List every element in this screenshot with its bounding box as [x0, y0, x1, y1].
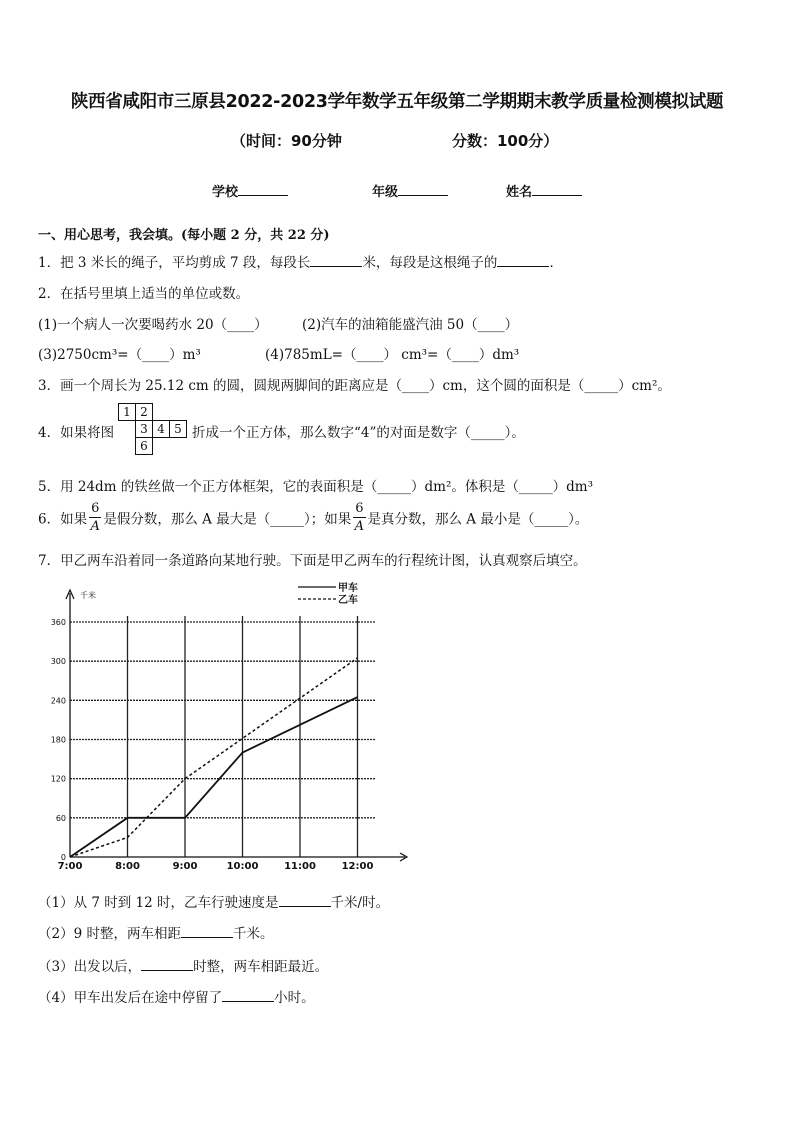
y-tick-label-300: 300 — [50, 657, 66, 667]
school-blank[interactable] — [238, 183, 288, 196]
grade-field — [372, 181, 448, 200]
q6-fraction-1 — [89, 502, 101, 533]
net-cell-4: 4 — [152, 420, 170, 438]
q6-text-c: 是真分数，那么 A 最小是（_____）。 — [367, 511, 589, 528]
net-cell-1: 1 — [118, 403, 136, 421]
chart-axes — [66, 590, 407, 861]
q1-text-c: ． — [549, 255, 563, 271]
name-label: 姓名 — [506, 185, 533, 200]
q6-frac2-den: A — [354, 519, 365, 534]
q7-sub-4 — [38, 986, 315, 1006]
q7-s4-blank[interactable] — [222, 989, 274, 1002]
school-field — [212, 181, 288, 200]
q7-s3-text-b: 时整，两车相距最近。 — [193, 959, 329, 975]
question-1 — [38, 251, 563, 271]
grade-blank[interactable] — [398, 183, 448, 196]
q7-s2-text-a: （2）9 时整，两车相距 — [38, 926, 181, 942]
q7-s1-blank[interactable] — [279, 894, 331, 907]
question-7-stem: 7．甲乙两车沿着同一条道路向某地行驶。下面是甲乙两车的行程统计图，认真观察后填空。 — [38, 553, 587, 569]
page-title: 陕西省咸阳市三原县2022-2023学年数学五年级第二学期期末教学质量检测模拟试题 — [70, 92, 724, 112]
x-tick-label-9:00: 9:00 — [172, 861, 198, 872]
section-1-title: 一、用心思考，我会填。(每小题 2 分，共 22 分) — [38, 228, 330, 243]
net-cell-5: 5 — [169, 420, 187, 438]
q6-fraction-2 — [353, 502, 365, 533]
y-tick-label-60: 60 — [55, 813, 66, 823]
legend-label-jia: 甲车 — [338, 583, 358, 594]
y-tick-label-360: 360 — [50, 618, 66, 627]
travel-chart — [0, 575, 430, 880]
q6-frac1-num: 6 — [91, 501, 100, 516]
question-5: 5．用 24dm 的铁丝做一个正方体框架，它的表面积是（_____）dm²。体积是（_____）dm³ — [38, 479, 594, 495]
q1-blank-1[interactable] — [310, 254, 362, 267]
q6-text-b: 是假分数，那么 A 最大是（_____）；如果 — [103, 511, 352, 528]
y-tick-label-120: 120 — [50, 774, 66, 784]
series-line-jia — [70, 697, 358, 857]
question-6 — [38, 502, 588, 533]
y-axis-label: 千米 — [80, 591, 96, 600]
question-3: 3．画一个周长为 25.12 cm 的圆，圆规两脚间的距离应是（____）cm，这个圆的面积是（_____）cm²。 — [38, 378, 671, 394]
y-tick-label-180: 180 — [50, 735, 66, 745]
y-tick-label-0: 0 — [60, 853, 66, 862]
net-cell-3: 3 — [135, 420, 153, 438]
school-label: 学校 — [212, 185, 239, 200]
q7-s3-blank[interactable] — [141, 958, 193, 971]
chart-labels — [51, 590, 374, 872]
q1-blank-2[interactable] — [497, 254, 549, 267]
q6-text-a: 6．如果 — [38, 511, 88, 528]
exam-score: 分数：100分） — [452, 132, 559, 150]
q7-s4-text-a: （4）甲车出发后在途中停留了 — [38, 990, 223, 1006]
q6-frac2-num: 6 — [355, 501, 364, 516]
question-4-text-b: 折成一个正方体，那么数字“4”的对面是数字（_____）。 — [192, 425, 525, 441]
net-cell-6: 6 — [135, 437, 153, 455]
question-2-stem: 2．在括号里填上适当的单位或数。 — [38, 286, 250, 302]
q1-text-b: 米，每段是这根绳子的 — [362, 255, 498, 271]
question-2-item-3: (3)2750cm³=（____）m³ — [38, 347, 201, 363]
question-2-item-1: (1)一个病人一次要喝药水 20（____） — [38, 317, 268, 333]
q7-s2-blank[interactable] — [181, 925, 233, 938]
q7-s1-text-a: （1）从 7 时到 12 时，乙车行驶速度是 — [38, 895, 279, 911]
cube-net — [118, 403, 190, 457]
question-2-item-4: (4)785mL=（____） cm³=（____）dm³ — [265, 347, 520, 363]
q1-text-a: 1．把 3 米长的绳子，平均剪成 7 段，每段长 — [38, 255, 311, 271]
x-tick-label-8:00: 8:00 — [115, 861, 140, 872]
chart-series — [70, 658, 358, 857]
q7-sub-3 — [38, 955, 328, 975]
x-tick-label-7:00: 7:00 — [57, 861, 83, 872]
x-tick-label-12:00: 12:00 — [341, 861, 374, 872]
name-field — [506, 181, 582, 200]
name-blank[interactable] — [532, 183, 582, 196]
q7-s1-text-b: 千米/时。 — [330, 895, 390, 911]
q6-frac1-den: A — [90, 519, 100, 534]
q7-sub-2 — [38, 922, 273, 942]
question-4-text-a: 4．如果将图 — [38, 425, 115, 441]
q7-s2-text-b: 千米。 — [232, 926, 274, 942]
x-tick-label-11:00: 11:00 — [284, 861, 316, 872]
y-tick-label-240: 240 — [50, 696, 66, 706]
q7-sub-1 — [38, 891, 389, 911]
q7-s4-text-b: 小时。 — [274, 990, 315, 1006]
legend-label-yi: 乙车 — [338, 595, 358, 606]
exam-time: （时间：90分钟 — [231, 132, 342, 150]
chart-legend — [298, 581, 358, 606]
question-2-item-2: (2)汽车的油箱能盛汽油 50（____） — [302, 317, 519, 333]
grade-label: 年级 — [372, 185, 399, 200]
x-tick-label-10:00: 10:00 — [226, 861, 259, 872]
chart-grid — [70, 616, 375, 857]
q7-s3-text-a: （3）出发以后， — [38, 959, 142, 975]
net-cell-2: 2 — [135, 403, 153, 421]
